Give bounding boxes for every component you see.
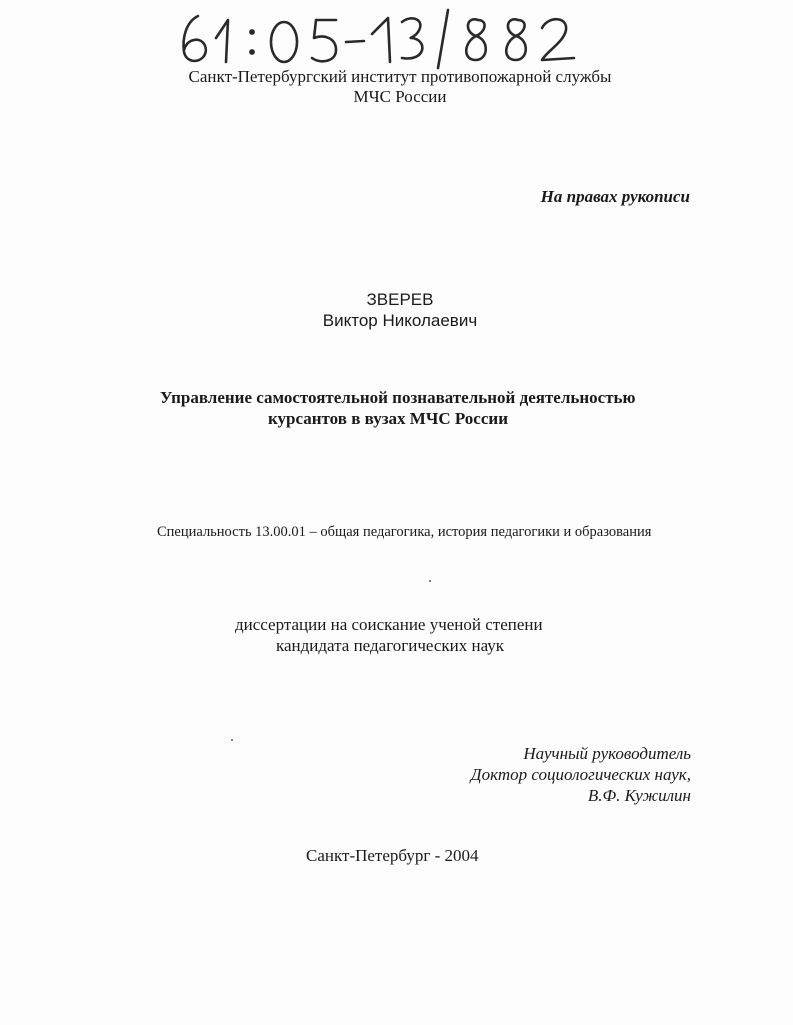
degree-statement-line1: диссертации на соискание ученой степени <box>235 615 543 634</box>
handwritten-archive-number <box>176 8 586 70</box>
author-name: Виктор Николаевич <box>322 311 478 330</box>
degree-statement-line2: кандидата педагогических наук <box>276 636 505 655</box>
supervisor-role: Научный руководитель <box>523 744 691 763</box>
dissertation-title-line2: курсантов в вузах МЧС России <box>268 409 508 428</box>
manuscript-rights-note: На правах рукописи <box>540 187 690 206</box>
institute-name: Санкт-Петербургский институт противопожарной службы <box>188 67 612 86</box>
specialty-code: Специальность 13.00.01 – общая педагогика, история педагогики и образования <box>157 524 652 540</box>
scan-speck <box>429 580 431 582</box>
dissertation-title-line1: Управление самостоятельной познавательной деятельностью <box>160 388 636 407</box>
supervisor-degree: Доктор социологических наук, <box>470 765 691 784</box>
city-and-year: Санкт-Петербург - 2004 <box>306 846 479 865</box>
handwritten-number-drawing <box>176 8 586 70</box>
scan-speck <box>231 739 233 741</box>
institute-ministry: МЧС России <box>353 87 447 106</box>
supervisor-name: В.Ф. Кужилин <box>587 786 691 805</box>
author-surname: ЗВЕРЕВ <box>366 290 434 309</box>
